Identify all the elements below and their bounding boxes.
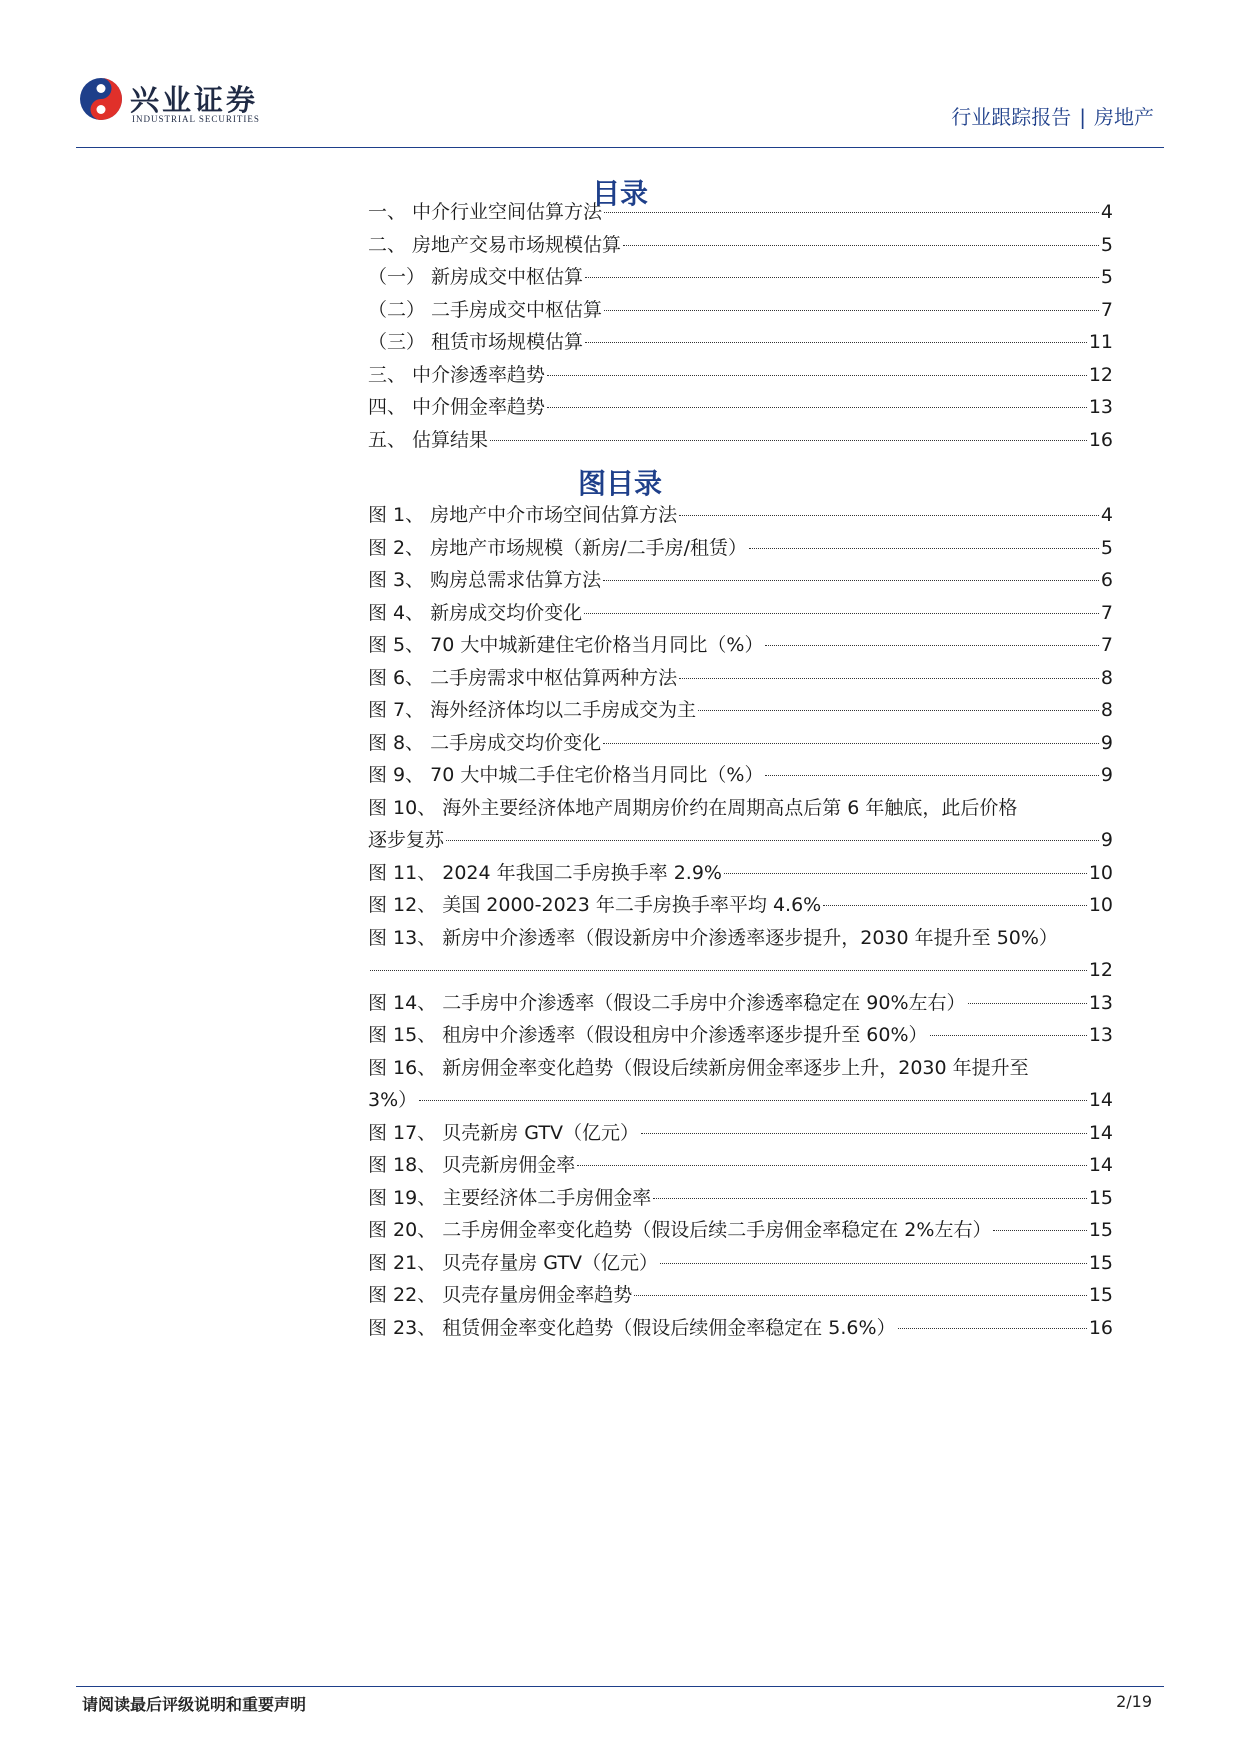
figure-entry-label-continued: 3%） (368, 1089, 418, 1111)
figure-entry[interactable] (368, 1247, 1113, 1280)
dot-leader (623, 245, 1099, 246)
toc-entry-label: 五、 估算结果 (368, 428, 489, 451)
figure-entry-page: 15 (1088, 1186, 1113, 1209)
report-category (951, 101, 1154, 130)
dot-leader (577, 1165, 1087, 1166)
toc-entry-page: 7 (1100, 298, 1113, 321)
dot-leader (653, 1198, 1087, 1199)
figure-entry-label: 图 23、 租赁佣金率变化趋势（假设后续佣金率稳定在 5.6%） (368, 1316, 896, 1339)
toc-entry-label: 一、 中介行业空间估算方法 (368, 201, 603, 223)
figure-entry[interactable] (368, 564, 1113, 597)
figure-entry-label: 图 11、 2024 年我国二手房换手率 2.9% (368, 861, 722, 884)
toc-entry-page: 11 (1088, 331, 1113, 353)
figure-entry[interactable] (368, 629, 1113, 662)
toc-entry[interactable] (368, 261, 1113, 294)
dot-leader (993, 1230, 1086, 1231)
figure-entry-page: 6 (1100, 569, 1113, 591)
table-of-contents (368, 196, 1113, 456)
toc-entry-label: 三、 中介渗透率趋势 (368, 363, 546, 386)
dot-leader (585, 342, 1087, 343)
figure-entry-page: 13 (1088, 1024, 1113, 1046)
figure-entry-label-continued: 逐步复苏 (368, 829, 445, 851)
page-header (0, 0, 1240, 150)
toc-entry-label: （一） 新房成交中枢估算 (368, 266, 584, 288)
toc-entry[interactable] (368, 359, 1113, 392)
dot-leader (930, 1035, 1087, 1036)
figure-entry[interactable] (368, 1019, 1113, 1052)
dot-leader (641, 1133, 1087, 1134)
figure-entry-page: 8 (1100, 666, 1113, 689)
dot-leader (419, 1100, 1087, 1101)
figure-entry-page: 9 (1100, 764, 1113, 786)
dot-leader (968, 1003, 1087, 1004)
dot-leader (765, 775, 1098, 776)
figure-entry[interactable] (368, 1182, 1113, 1215)
figure-entry-page: 7 (1100, 634, 1113, 656)
figure-entry[interactable] (368, 1312, 1113, 1345)
figure-entry-page: 7 (1100, 601, 1113, 624)
figure-entry-label: 图 14、 二手房中介渗透率（假设二手房中介渗透率稳定在 90%左右） (368, 991, 966, 1014)
toc-entry-label: （三） 租赁市场规模估算 (368, 331, 584, 353)
figure-entry-label: 图 9、 70 大中城二手住宅价格当月同比（%） (368, 764, 764, 786)
figure-entry-label: 图 20、 二手房佣金率变化趋势（假设后续二手房佣金率稳定在 2%左右） (368, 1219, 992, 1241)
figure-entry[interactable] (368, 694, 1113, 727)
header-separator: | (1079, 105, 1086, 129)
dot-leader (698, 710, 1099, 711)
toc-entry[interactable] (368, 326, 1113, 359)
figure-entry-label: 图 2、 房地产市场规模（新房/二手房/租赁） (368, 536, 747, 559)
footer-disclaimer: 请阅读最后评级说明和重要声明 (82, 1695, 307, 1714)
figure-entry-label: 图 17、 贝壳新房 GTV（亿元） (368, 1121, 639, 1144)
dot-leader (679, 678, 1099, 679)
figure-entry-page: 10 (1088, 894, 1113, 916)
figure-entry-label: 图 12、 美国 2000-2023 年二手房换手率平均 4.6% (368, 894, 822, 916)
dot-leader (898, 1328, 1087, 1329)
report-category-label: 行业跟踪报告 (951, 105, 1072, 129)
figure-entry[interactable] (368, 792, 1113, 857)
figure-entry[interactable] (368, 987, 1113, 1020)
dot-leader (823, 905, 1087, 906)
toc-entry[interactable] (368, 424, 1113, 457)
figure-entry[interactable] (368, 759, 1113, 792)
header-divider (76, 147, 1164, 148)
figure-entry[interactable] (368, 532, 1113, 565)
dot-leader (724, 873, 1087, 874)
figure-entry[interactable] (368, 662, 1113, 695)
page-number: 2/19 (1116, 1692, 1152, 1711)
figure-entry[interactable] (368, 1214, 1113, 1247)
toc-entry[interactable] (368, 229, 1113, 262)
dot-leader (660, 1263, 1087, 1264)
dot-leader (604, 310, 1099, 311)
dot-leader (603, 580, 1099, 581)
figure-list-title: 图目录 (577, 467, 662, 500)
dot-leader (547, 375, 1087, 376)
dot-leader (765, 645, 1098, 646)
dot-leader (679, 515, 1099, 516)
figure-entry[interactable] (368, 1052, 1113, 1117)
company-logo (78, 76, 318, 126)
figure-entry-page: 5 (1100, 536, 1113, 559)
toc-entry-page: 13 (1088, 396, 1113, 418)
sector-label: 房地产 (1094, 105, 1154, 129)
logo-mark-icon (78, 76, 124, 122)
toc-entry-label: 二、 房地产交易市场规模估算 (368, 233, 622, 256)
toc-entry[interactable] (368, 294, 1113, 327)
dot-leader (547, 407, 1087, 408)
figure-entry-label: 图 6、 二手房需求中枢估算两种方法 (368, 666, 678, 689)
figure-entry[interactable] (368, 597, 1113, 630)
figure-entry-page: 10 (1088, 861, 1113, 884)
toc-entry-label: （二） 二手房成交中枢估算 (368, 298, 603, 321)
footer-divider (76, 1686, 1164, 1687)
figure-entry-label: 图 19、 主要经济体二手房佣金率 (368, 1186, 652, 1209)
toc-entry-page: 5 (1100, 266, 1113, 288)
figure-entry-label: 图 1、 房地产中介市场空间估算方法 (368, 504, 678, 526)
toc-entry[interactable] (368, 391, 1113, 424)
toc-entry-page: 4 (1100, 201, 1113, 223)
figure-entry-label: 图 13、 新房中介渗透率（假设新房中介渗透率逐步提升，2030 年提升至 50%） (368, 926, 1058, 949)
figure-entry-page: 14 (1088, 1121, 1113, 1144)
toc-entry-page: 16 (1088, 428, 1113, 451)
figure-entry[interactable] (368, 727, 1113, 760)
figure-entry-label: 图 7、 海外经济体均以二手房成交为主 (368, 699, 697, 721)
figure-entry-label: 图 18、 贝壳新房佣金率 (368, 1154, 576, 1176)
figure-entry-page: 15 (1088, 1219, 1113, 1241)
dot-leader (603, 743, 1099, 744)
figure-entry-label: 图 5、 70 大中城新建住宅价格当月同比（%） (368, 634, 764, 656)
figure-entry-label: 图 4、 新房成交均价变化 (368, 601, 583, 624)
figure-entry[interactable] (368, 1279, 1113, 1312)
figure-entry-label: 图 15、 租房中介渗透率（假设租房中介渗透率逐步提升至 60%） (368, 1024, 928, 1046)
figure-entry[interactable] (368, 1117, 1113, 1150)
figure-entry[interactable] (368, 499, 1113, 532)
figure-entry-page: 13 (1088, 991, 1113, 1014)
logo-text-cn: 兴业证券 (130, 83, 259, 117)
figure-entry-page: 15 (1088, 1251, 1113, 1274)
figure-entry-page: 14 (1088, 1154, 1113, 1176)
figure-entry-page: 12 (1088, 959, 1113, 981)
figure-entry-page: 15 (1088, 1284, 1113, 1306)
figure-entry-label: 图 10、 海外主要经济体地产周期房价约在周期高点后第 6 年触底，此后价格 (368, 796, 1018, 819)
figure-entry[interactable] (368, 922, 1113, 987)
figure-list (368, 499, 1113, 1344)
figure-entry-label: 图 22、 贝壳存量房佣金率趋势 (368, 1284, 633, 1306)
figure-entry-page: 14 (1088, 1089, 1113, 1111)
figure-entry-page: 8 (1100, 699, 1113, 721)
dot-leader (634, 1295, 1087, 1296)
dot-leader (585, 277, 1099, 278)
dot-leader (370, 970, 1087, 971)
figure-entry-label: 图 21、 贝壳存量房 GTV（亿元） (368, 1251, 658, 1274)
toc-title: 目录 (591, 177, 648, 210)
toc-entry-page: 5 (1100, 233, 1113, 256)
dot-leader (584, 613, 1099, 614)
figure-entry[interactable] (368, 1149, 1113, 1182)
figure-entry-page: 9 (1100, 731, 1113, 754)
toc-entry-page: 12 (1088, 363, 1113, 386)
dot-leader (604, 212, 1099, 213)
logo-text-en: INDUSTRIAL SECURITIES (132, 114, 260, 124)
toc-entry[interactable] (368, 196, 1113, 229)
figure-entry-label: 图 8、 二手房成交均价变化 (368, 731, 602, 754)
figure-entry-label: 图 3、 购房总需求估算方法 (368, 569, 602, 591)
dot-leader (446, 840, 1099, 841)
figure-entry-page: 16 (1088, 1316, 1113, 1339)
figure-entry-page: 9 (1100, 829, 1113, 851)
dot-leader (490, 440, 1087, 441)
figure-entry-label: 图 16、 新房佣金率变化趋势（假设后续新房佣金率逐步上升，2030 年提升至 (368, 1056, 1029, 1079)
dot-leader (749, 548, 1099, 549)
toc-entry-label: 四、 中介佣金率趋势 (368, 396, 546, 418)
figure-entry[interactable] (368, 889, 1113, 922)
figure-entry[interactable] (368, 857, 1113, 890)
figure-entry-page: 4 (1100, 504, 1113, 526)
